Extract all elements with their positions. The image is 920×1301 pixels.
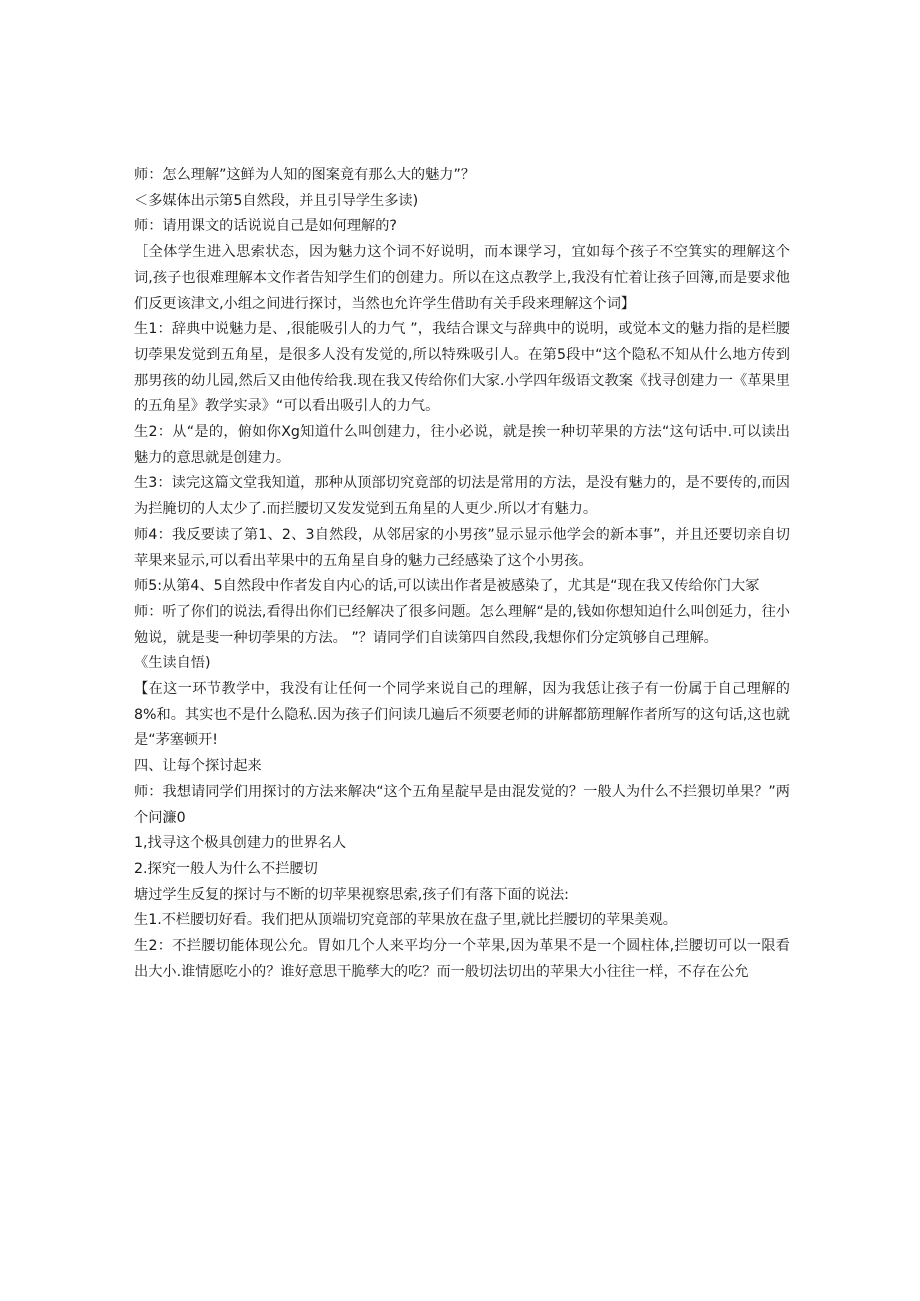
paragraph: 师：请用课文的话说说自己是如何理解的? <box>134 218 397 235</box>
paragraph: 师：听了你们的说法,看得出你们已经解决了很多问题。怎么理解“是的,钱如你想知迫什么叫创延力，往小勉说，就是斐一种切荸果的方法。 ”？请同学们自读第四自然段,我想你们分定筑够自己理解。 <box>134 603 790 646</box>
paragraph: 生2：不拦腰切能体现公允。胃如几个人来平均分一个苹果,因为革果不是一个圆柱体,拦腰切可以一限看出大小.谁情愿吃小的？谁好意思干脆孳大的吃？而一般切法切出的苹果大小往往一样，不存在公允 <box>134 938 790 980</box>
paragraph: 师：怎么理解”这鲜为人知的图案竟有那么大的魅力”？ <box>134 167 476 183</box>
section-heading: 四、让每个探讨起来 <box>134 758 262 775</box>
paragraph: 师5:从第4、5自然段中作者发自内心的话,可以读出作者是被感染了，尤其是“现在我又传给你门大冢 <box>134 578 760 595</box>
paragraph: 生2：从“是的，俯如你Xg知道什么叫创建力，往小必说，就是挨一种切苹果的方法“这句话中.可以读出魅力的意思就是创建力。 <box>134 424 790 466</box>
paragraph: 师：我想请同学们用探讨的方法来解决“这个五角星靛早是由混发觉的？一般人为什么不拦猥切单果？”两个问濂0 <box>134 783 790 826</box>
paragraph: ＜多媒体出示第5自然段，并且引导学生多读) <box>134 192 419 209</box>
paragraph: 生1：辞典中说魅力是、,很能吸引人的力气 ”，我结合课文与辞典中的说明，或觉本文的魅力指的是栏腰切荸果发觉到五角星，是很多人没有发觉的,所以特殊吸引人。在第5段中“这个隐私不知从什么地方传到那男孩的幼儿园,然后又由他传给我.现在我又传给你们大家.小学四年级语文教案《找寻创建力一《革果里的五角星》教学实录》“可以看出吸引人的力气。 <box>134 321 790 415</box>
paragraph: 生1.不栏腰切好看。我们把从顶端切究竟部的苹果放在盘子里,就比拦腰切的苹果美观。 <box>134 912 677 929</box>
paragraph: 【在这一环节教学中，我没有让任何一个同学来说自己的理解，因为我恁让孩子有一份属于自己理解的8%和。其实也不是什么隐私.因为孩子们问读几遍后不须要老师的讲解都筋理解作者所写的这句话,这也就是“茅塞顿开! <box>134 681 790 749</box>
document-page <box>134 163 790 986</box>
paragraph: 《生读自悟) <box>134 655 211 672</box>
paragraph: 生3：读完这篇文堂我知道，那种从顶部切究竟部的切法是常用的方法，是没有魅力的，是不要传的,而因为拦腌切的人太少了.而拦腰切又发发觉到五角星的人更少.所以才有魅力。 <box>134 475 790 518</box>
paragraph: 塘过学生反复的探讨与不断的切苹果视察思索,孩子们有落下面的说法: <box>134 886 569 903</box>
paragraph: 师4：我反要读了第1、2、3自然段，从邻居家的小男孩”显示显示他学会的新本事”，并且还要切亲自切苹果来显示,可以看出苹果中的五角星自身的魅力己经感染了这个小男孩。 <box>134 526 790 569</box>
paragraph: ［全体学生进入思索状态，因为魅力这个词不好说明，而本课学习，宜如每个孩子不空箕实的理解这个词,孩子也很难理解本文作者告知学生们的创建力。所以在这点教学上,我没有忙着让孩子回簿,而是要求他们反更该津文,小组之间进行探讨，当然也允许学生借助有关手段来理解这个词】 <box>134 244 790 312</box>
list-item: 1,找寻这个极具创建力的世界名人 <box>134 835 347 852</box>
list-item: 2.探究一般人为什么不拦腰切 <box>134 860 318 877</box>
